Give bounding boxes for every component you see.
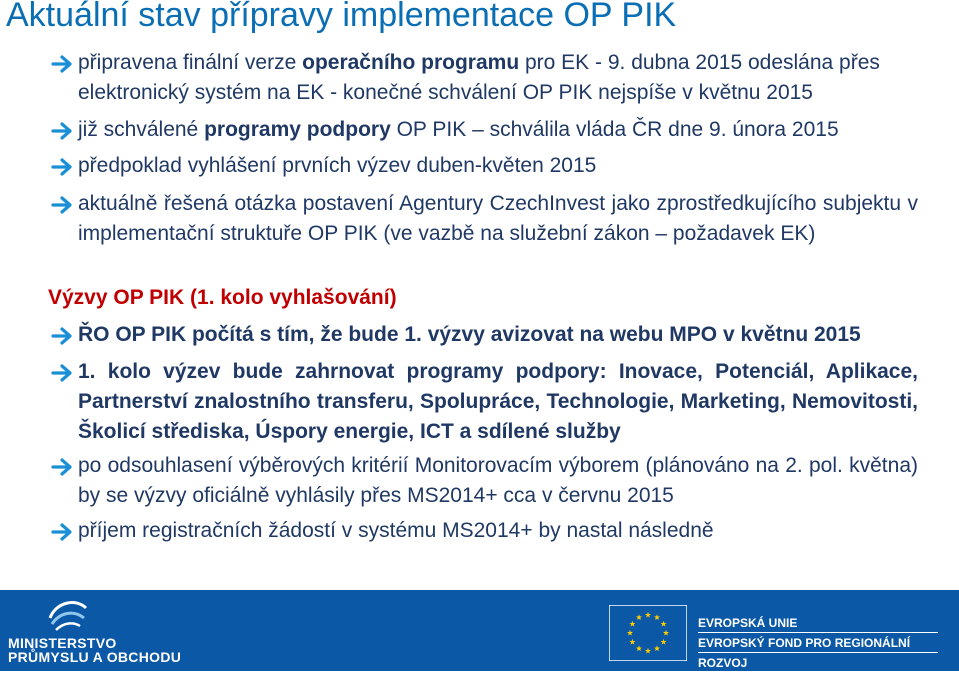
eu-flag-icon — [609, 605, 687, 661]
footer-bar — [0, 590, 959, 690]
bullet-item — [48, 48, 918, 108]
ministry-line-1: MINISTERSTVO — [8, 635, 117, 651]
ministry-line-2: PRŮMYSLU A OBCHODU — [8, 649, 182, 665]
arrow-right-icon — [48, 326, 78, 346]
call-item — [48, 516, 918, 546]
bullet-item — [48, 151, 918, 181]
slide-title: Aktuální stav přípravy implementace OP PIK — [6, 0, 677, 34]
arrow-right-icon — [48, 363, 78, 383]
arrow-right-icon — [48, 157, 78, 177]
bullet-text: aktuálně řešená otázka postavení Agentury CzechInvest jako zprostředkujícího subjektu v implementační struktuře OP PIK (ve vazbě na služební zákon – požadavek EK) — [78, 192, 918, 245]
call-text: po odsouhlasení výběrových kritérií Monitorovacím výborem (plánováno na 2. pol. května) by se výzvy oficiálně vyhlásily přes MS2014+ cca v červnu 2015 — [78, 454, 918, 507]
arrow-right-icon — [48, 54, 78, 74]
call-item — [48, 357, 918, 447]
bullet-text: předpoklad vyhlášení prvních výzev duben-květen 2015 — [78, 154, 597, 177]
bullet-item — [48, 115, 918, 145]
eu-line-3: INVESTICE DO VAŠÍ BUDOUCNOSTI — [698, 676, 906, 690]
call-text: 1. kolo výzev bude zahrnovat programy podpory: Inovace, Potenciál, Aplikace, Partnerství znalostního transferu, Spolupráce, Technologie, Marketing, Nemovitosti, Školicí střediska, Úspory energie, ICT a sdílené služby — [78, 360, 918, 443]
bullet-item — [48, 189, 918, 249]
ministry-name — [8, 636, 181, 664]
eu-line-1: EVROPSKÁ UNIE — [698, 616, 798, 630]
arrow-right-icon — [48, 121, 78, 141]
arrow-right-icon — [48, 195, 78, 215]
arrow-right-icon — [48, 522, 78, 542]
arrow-right-icon — [48, 457, 78, 477]
call-text: příjem registračních žádostí v systému MS2014+ by nastal následně — [78, 519, 714, 542]
bullet-text: již schválené programy podpory OP PIK – schválila vláda ČR dne 9. února 2015 — [78, 118, 839, 141]
eu-line-2: EVROPSKÝ FOND PRO REGIONÁLNÍ ROZVOJ — [698, 636, 911, 670]
mpo-logo-icon — [46, 594, 90, 634]
eu-text — [698, 613, 959, 693]
call-item — [48, 320, 918, 350]
section-heading: Výzvy OP PIK (1. kolo vyhlašování) — [48, 286, 397, 309]
bullet-text: připravena finální verze operačního programu pro EK - 9. dubna 2015 odeslána přes elektronický systém na EK - konečné schválení OP PIK nejspíše v květnu 2015 — [78, 51, 880, 104]
call-item — [48, 451, 918, 511]
call-text: ŘO OP PIK počítá s tím, že bude 1. výzvy avizovat na webu MPO v květnu 2015 — [78, 323, 861, 346]
